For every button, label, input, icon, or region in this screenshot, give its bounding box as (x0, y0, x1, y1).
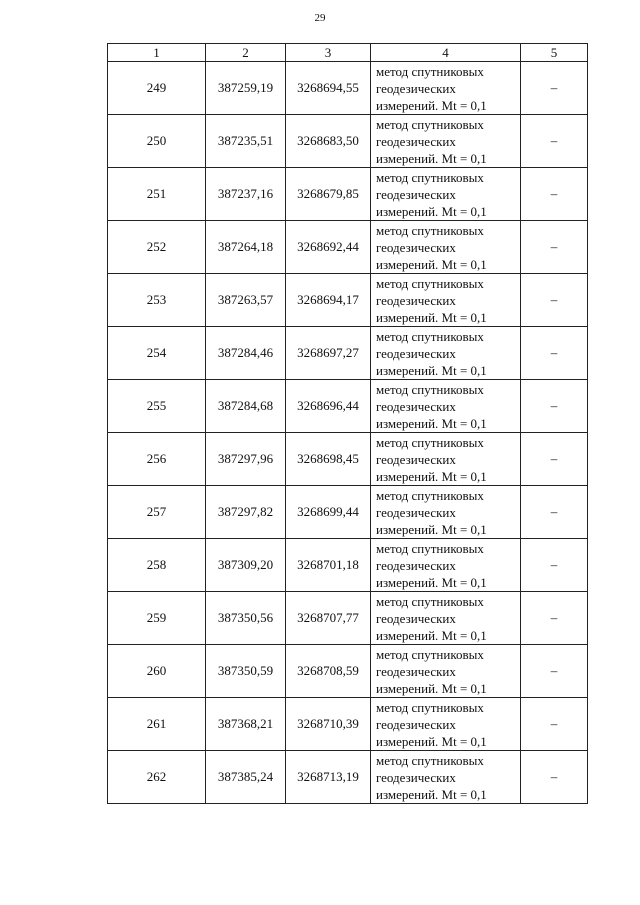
coordinate-x-cell: 387284,68 (206, 380, 286, 433)
method-line: измерений. Mt = 0,1 (376, 627, 487, 643)
point-number-cell: 252 (108, 221, 206, 274)
method-line: метод спутниковых (376, 222, 484, 238)
method-cell (371, 62, 521, 115)
note-cell: – (521, 168, 588, 221)
note-cell: – (521, 274, 588, 327)
method-line: геодезических (376, 292, 456, 308)
point-number-cell: 260 (108, 645, 206, 698)
table-row (108, 168, 588, 221)
coordinate-y-cell: 3268698,45 (286, 433, 371, 486)
method-line: геодезических (376, 769, 456, 785)
method-line: метод спутниковых (376, 328, 484, 344)
method-line: геодезических (376, 610, 456, 626)
header-col-3: 3 (286, 44, 371, 62)
note-cell: – (521, 698, 588, 751)
method-line: метод спутниковых (376, 434, 484, 450)
method-line: геодезических (376, 716, 456, 732)
point-number-cell: 261 (108, 698, 206, 751)
table-row (108, 592, 588, 645)
coordinate-x-cell: 387263,57 (206, 274, 286, 327)
method-line: измерений. Mt = 0,1 (376, 256, 487, 272)
method-line: метод спутниковых (376, 63, 484, 79)
coordinate-y-cell: 3268707,77 (286, 592, 371, 645)
header-col-2: 2 (206, 44, 286, 62)
method-line: измерений. Mt = 0,1 (376, 203, 487, 219)
method-line: геодезических (376, 504, 456, 520)
method-line: измерений. Mt = 0,1 (376, 309, 487, 325)
method-line: метод спутниковых (376, 540, 484, 556)
method-line: измерений. Mt = 0,1 (376, 786, 487, 802)
coordinate-y-cell: 3268679,85 (286, 168, 371, 221)
coordinate-x-cell: 387235,51 (206, 115, 286, 168)
coordinate-x-cell: 387237,16 (206, 168, 286, 221)
table-row (108, 698, 588, 751)
note-cell: – (521, 539, 588, 592)
table-row (108, 274, 588, 327)
coordinate-x-cell: 387309,20 (206, 539, 286, 592)
coordinate-y-cell: 3268683,50 (286, 115, 371, 168)
header-col-5: 5 (521, 44, 588, 62)
method-cell (371, 433, 521, 486)
method-line: измерений. Mt = 0,1 (376, 150, 487, 166)
page-number: 29 (314, 12, 326, 24)
coordinate-y-cell: 3268699,44 (286, 486, 371, 539)
method-line: измерений. Mt = 0,1 (376, 362, 487, 378)
point-number-cell: 251 (108, 168, 206, 221)
method-line: измерений. Mt = 0,1 (376, 680, 487, 696)
method-line: геодезических (376, 133, 456, 149)
table-row (108, 539, 588, 592)
coordinates-table (107, 43, 588, 804)
point-number-cell: 253 (108, 274, 206, 327)
method-line: геодезических (376, 345, 456, 361)
method-line: геодезических (376, 557, 456, 573)
note-cell: – (521, 62, 588, 115)
method-cell (371, 115, 521, 168)
method-cell (371, 539, 521, 592)
method-line: метод спутниковых (376, 275, 484, 291)
note-cell: – (521, 327, 588, 380)
method-line: геодезических (376, 80, 456, 96)
method-cell (371, 645, 521, 698)
method-line: метод спутниковых (376, 646, 484, 662)
method-cell (371, 327, 521, 380)
point-number-cell: 257 (108, 486, 206, 539)
method-cell (371, 698, 521, 751)
table-row (108, 380, 588, 433)
method-line: метод спутниковых (376, 593, 484, 609)
table-row (108, 62, 588, 115)
note-cell: – (521, 592, 588, 645)
method-line: метод спутниковых (376, 487, 484, 503)
note-cell: – (521, 115, 588, 168)
table-row (108, 433, 588, 486)
method-cell (371, 221, 521, 274)
method-cell (371, 486, 521, 539)
point-number-cell: 255 (108, 380, 206, 433)
header-col-4: 4 (371, 44, 521, 62)
note-cell: – (521, 433, 588, 486)
method-line: метод спутниковых (376, 169, 484, 185)
method-line: метод спутниковых (376, 752, 484, 768)
method-cell (371, 592, 521, 645)
table-header (108, 44, 588, 62)
coordinate-x-cell: 387350,56 (206, 592, 286, 645)
coordinate-x-cell: 387284,46 (206, 327, 286, 380)
coordinate-x-cell: 387350,59 (206, 645, 286, 698)
method-line: измерений. Mt = 0,1 (376, 97, 487, 113)
table-body (108, 62, 588, 804)
header-col-1: 1 (108, 44, 206, 62)
coordinate-y-cell: 3268710,39 (286, 698, 371, 751)
table-row (108, 327, 588, 380)
coordinate-x-cell: 387264,18 (206, 221, 286, 274)
coordinate-x-cell: 387259,19 (206, 62, 286, 115)
method-line: метод спутниковых (376, 699, 484, 715)
table-row (108, 221, 588, 274)
method-line: метод спутниковых (376, 116, 484, 132)
point-number-cell: 258 (108, 539, 206, 592)
note-cell: – (521, 486, 588, 539)
note-cell: – (521, 645, 588, 698)
header-row (108, 44, 588, 62)
method-line: геодезических (376, 239, 456, 255)
point-number-cell: 256 (108, 433, 206, 486)
table-row (108, 751, 588, 804)
coordinate-y-cell: 3268694,17 (286, 274, 371, 327)
coordinate-x-cell: 387297,82 (206, 486, 286, 539)
method-line: измерений. Mt = 0,1 (376, 415, 487, 431)
method-line: геодезических (376, 398, 456, 414)
method-line: измерений. Mt = 0,1 (376, 468, 487, 484)
table-row (108, 486, 588, 539)
coordinate-y-cell: 3268692,44 (286, 221, 371, 274)
coordinate-y-cell: 3268696,44 (286, 380, 371, 433)
method-line: измерений. Mt = 0,1 (376, 733, 487, 749)
method-cell (371, 274, 521, 327)
method-line: измерений. Mt = 0,1 (376, 574, 487, 590)
note-cell: – (521, 751, 588, 804)
method-line: геодезических (376, 451, 456, 467)
method-line: измерений. Mt = 0,1 (376, 521, 487, 537)
note-cell: – (521, 221, 588, 274)
coordinate-y-cell: 3268694,55 (286, 62, 371, 115)
coordinate-y-cell: 3268701,18 (286, 539, 371, 592)
method-cell (371, 751, 521, 804)
note-cell: – (521, 380, 588, 433)
method-cell (371, 168, 521, 221)
coordinate-y-cell: 3268697,27 (286, 327, 371, 380)
coordinate-x-cell: 387385,24 (206, 751, 286, 804)
method-line: геодезических (376, 663, 456, 679)
coordinate-y-cell: 3268708,59 (286, 645, 371, 698)
point-number-cell: 262 (108, 751, 206, 804)
coordinate-x-cell: 387368,21 (206, 698, 286, 751)
point-number-cell: 249 (108, 62, 206, 115)
table-row (108, 115, 588, 168)
method-line: метод спутниковых (376, 381, 484, 397)
method-line: геодезических (376, 186, 456, 202)
point-number-cell: 259 (108, 592, 206, 645)
coordinate-y-cell: 3268713,19 (286, 751, 371, 804)
method-cell (371, 380, 521, 433)
point-number-cell: 254 (108, 327, 206, 380)
table-row (108, 645, 588, 698)
coordinate-x-cell: 387297,96 (206, 433, 286, 486)
point-number-cell: 250 (108, 115, 206, 168)
